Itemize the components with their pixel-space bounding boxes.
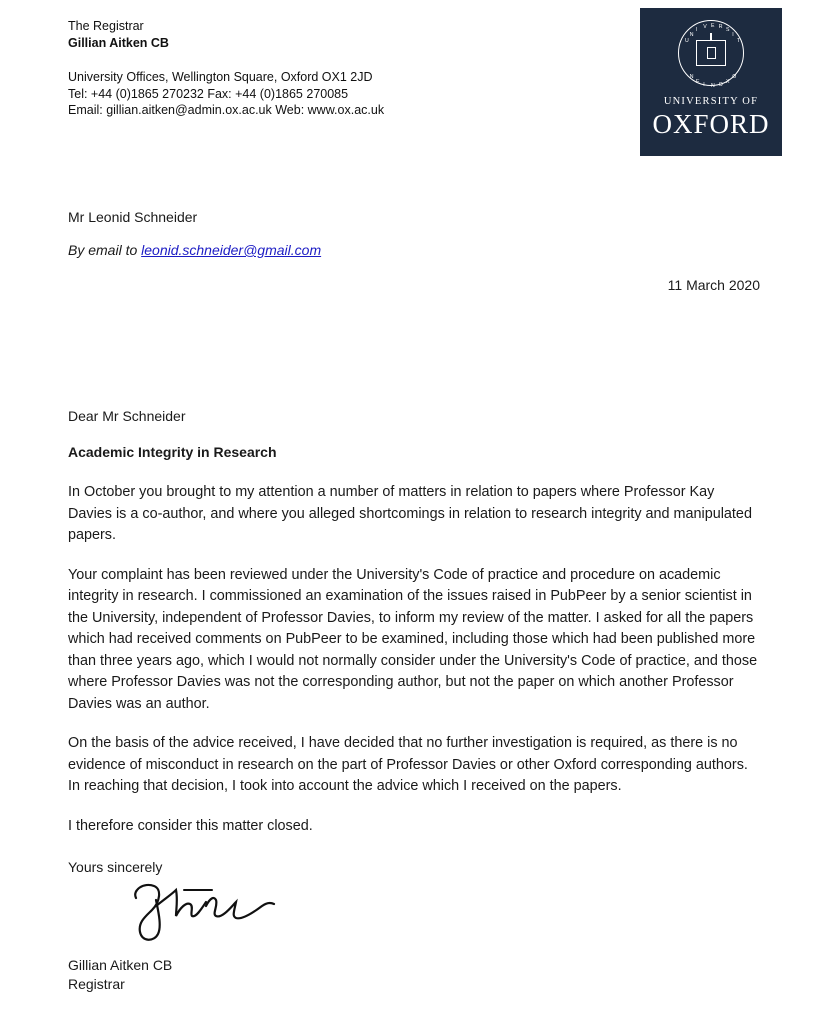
closing: Yours sincerely: [68, 859, 163, 875]
oxford-logo: [640, 8, 782, 156]
letterhead-role: The Registrar: [68, 19, 144, 33]
letterhead: [68, 18, 608, 119]
crest-ring-text: U N I V E R S I T O X O N I E N: [685, 23, 741, 89]
by-email-line: [68, 242, 321, 258]
letterhead-phone: Tel: +44 (0)1865 270232 Fax: +44 (0)1865 270085: [68, 86, 349, 101]
letter-date: 11 March 2020: [667, 277, 760, 293]
paragraph-2: Your complaint has been reviewed under the University's Code of practice and procedure on academic integrity in research. I commissioned an examination of the issues raised in PubPeer by a senior scientist in the University, independent of Professor Davies, to inform my review of the matter. I asked for all the papers which had received comments on PubPeer to be examined, including those which had been published more than three years ago, which I would not normally consider under the University's Code of practice, and those where Professor Davies was not the corresponding author, but not the paper on which another Professor Davies was an author.: [68, 566, 758, 712]
letter-subject: Academic Integrity in Research: [68, 444, 277, 460]
signature-block: [68, 956, 172, 994]
signatory-title: Registrar: [68, 976, 125, 992]
letterhead-spacer: [68, 51, 608, 69]
logo-wordmark: OXFORD: [652, 109, 770, 139]
by-email-label: By email to: [68, 242, 142, 258]
signatory-name: Gillian Aitken CB: [68, 957, 173, 973]
paragraph-1: In October you brought to my attention a number of matters in relation to papers where Professor Kay Davies is a co-author, and where you alleged shortcomings in relation to research integrity and manipulated papers.: [68, 484, 752, 543]
crest-book-icon: [696, 40, 726, 66]
letterhead-contact: Email: gillian.aitken@admin.ox.ac.uk Web: www.ox.ac.uk: [68, 103, 385, 117]
logo-subtitle: UNIVERSITY OF: [663, 96, 759, 107]
recipient-name: Mr Leonid Schneider: [68, 209, 198, 225]
paragraph-3: On the basis of the advice received, I have decided that no further investigation is required, as there is no evidence of misconduct in research on the part of Professor Davies or other Oxford corresponding authors. In reaching that decision, I took into account the advice which I received on the papers.: [68, 735, 748, 794]
letterhead-name: Gillian Aitken CB: [68, 35, 169, 50]
signature-image: [128, 880, 278, 950]
oxford-crest-icon: [678, 20, 744, 89]
paragraph-4: I therefore consider this matter closed.: [68, 817, 313, 834]
letter-body: [68, 408, 760, 875]
salutation: Dear Mr Schneider: [68, 408, 186, 424]
recipient-email-link[interactable]: leonid.schneider@gmail.com: [141, 242, 322, 258]
letterhead-address: University Offices, Wellington Square, Oxford OX1 2JD: [68, 70, 373, 84]
